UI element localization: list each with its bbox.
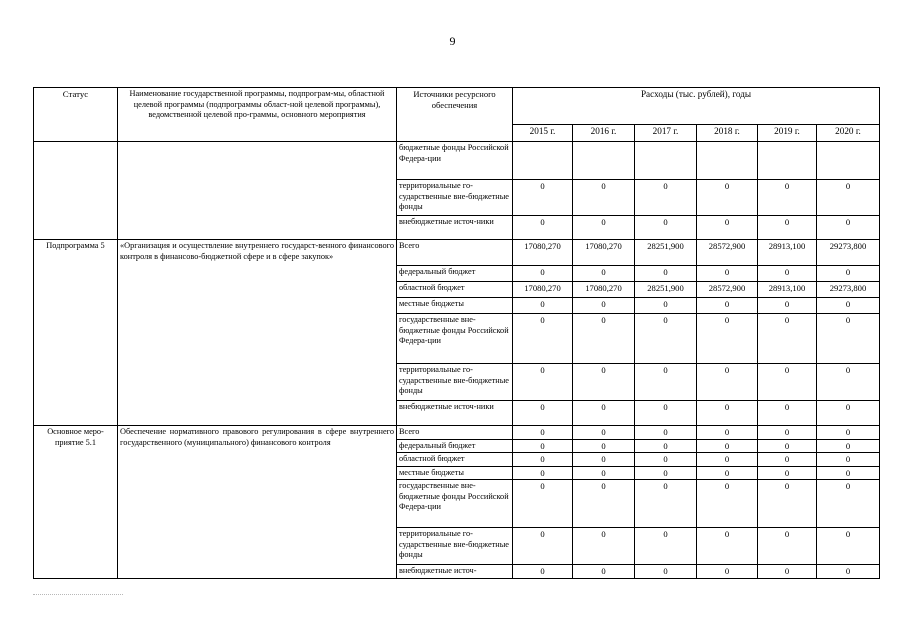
value-cell: 0 bbox=[817, 314, 880, 364]
value-cell: 0 bbox=[513, 401, 573, 426]
value-cell: 28913,100 bbox=[758, 282, 817, 298]
value-cell: 0 bbox=[513, 180, 573, 216]
value-cell: 0 bbox=[513, 298, 573, 314]
source-cell: областной бюджет bbox=[397, 453, 513, 467]
value-cell bbox=[513, 142, 573, 180]
source-cell: внебюджетные источ- bbox=[397, 565, 513, 579]
value-cell: 0 bbox=[697, 180, 758, 216]
value-cell: 29273,800 bbox=[817, 282, 880, 298]
source-cell: областной бюджет bbox=[397, 282, 513, 298]
year-header: 2016 г. bbox=[573, 125, 635, 142]
value-cell: 28913,100 bbox=[758, 240, 817, 266]
value-cell: 0 bbox=[697, 216, 758, 240]
value-cell: 0 bbox=[573, 266, 635, 282]
name-cell bbox=[118, 142, 397, 240]
value-cell: 0 bbox=[573, 453, 635, 467]
year-header: 2017 г. bbox=[635, 125, 697, 142]
source-cell: внебюджетные источ-ники bbox=[397, 216, 513, 240]
value-cell: 0 bbox=[513, 453, 573, 467]
value-cell: 28572,900 bbox=[697, 282, 758, 298]
value-cell: 0 bbox=[817, 266, 880, 282]
page-number: 9 bbox=[449, 34, 456, 48]
table-row bbox=[34, 426, 880, 440]
value-cell: 0 bbox=[513, 314, 573, 364]
value-cell: 0 bbox=[513, 528, 573, 565]
value-cell: 0 bbox=[573, 439, 635, 453]
value-cell: 0 bbox=[817, 364, 880, 401]
status-header: Статус bbox=[34, 88, 118, 142]
source-cell: Всего bbox=[397, 240, 513, 266]
value-cell: 0 bbox=[758, 364, 817, 401]
value-cell: 0 bbox=[573, 401, 635, 426]
value-cell: 0 bbox=[573, 466, 635, 480]
value-cell: 0 bbox=[573, 528, 635, 565]
value-cell: 0 bbox=[758, 480, 817, 528]
value-cell: 0 bbox=[513, 364, 573, 401]
value-cell: 0 bbox=[697, 466, 758, 480]
table-row bbox=[34, 142, 880, 180]
value-cell: 0 bbox=[758, 453, 817, 467]
value-cell: 0 bbox=[635, 180, 697, 216]
value-cell: 17080,270 bbox=[573, 240, 635, 266]
value-cell: 0 bbox=[513, 266, 573, 282]
value-cell: 0 bbox=[697, 314, 758, 364]
value-cell: 0 bbox=[758, 565, 817, 579]
value-cell: 0 bbox=[758, 401, 817, 426]
value-cell: 0 bbox=[758, 439, 817, 453]
source-cell: государственные вне-бюджетные фонды Российской Федера-ции bbox=[397, 314, 513, 364]
value-cell: 0 bbox=[817, 480, 880, 528]
value-cell: 0 bbox=[758, 266, 817, 282]
status-cell: Подпрограмма 5 bbox=[34, 240, 118, 426]
source-cell: федеральный бюджет bbox=[397, 266, 513, 282]
name-cell: «Организация и осуществление внутреннего государст-венного финансового контроля в финансово-бюджетной сфере и в сфере закупок» bbox=[118, 240, 397, 426]
source-cell: территориальные го-сударственные вне-бюджетные фонды bbox=[397, 180, 513, 216]
expenses-header: Расходы (тыс. рублей), годы bbox=[513, 88, 880, 125]
source-cell: местные бюджеты bbox=[397, 298, 513, 314]
source-cell: местные бюджеты bbox=[397, 466, 513, 480]
value-cell bbox=[758, 142, 817, 180]
value-cell: 0 bbox=[817, 180, 880, 216]
value-cell: 0 bbox=[758, 298, 817, 314]
value-cell: 0 bbox=[635, 401, 697, 426]
value-cell: 0 bbox=[635, 364, 697, 401]
value-cell: 0 bbox=[573, 480, 635, 528]
value-cell: 0 bbox=[513, 565, 573, 579]
value-cell bbox=[635, 142, 697, 180]
year-header: 2015 г. bbox=[513, 125, 573, 142]
value-cell: 0 bbox=[758, 528, 817, 565]
value-cell: 17080,270 bbox=[513, 282, 573, 298]
value-cell: 0 bbox=[635, 439, 697, 453]
value-cell: 0 bbox=[573, 364, 635, 401]
source-cell: территориальные го-сударственные вне-бюджетные фонды bbox=[397, 364, 513, 401]
value-cell: 0 bbox=[573, 314, 635, 364]
year-header: 2019 г. bbox=[758, 125, 817, 142]
value-cell: 0 bbox=[635, 314, 697, 364]
year-header: 2018 г. bbox=[697, 125, 758, 142]
value-cell: 0 bbox=[817, 453, 880, 467]
value-cell: 28251,900 bbox=[635, 240, 697, 266]
source-header: Источники ресурсного обеспечения bbox=[397, 88, 513, 142]
value-cell: 0 bbox=[513, 466, 573, 480]
name-header: Наименование государственной программы, подпрограм-мы, областной целевой программы (подпрограммы област-ной целевой программы), ведомственной целевой про-граммы, основного мероприятия bbox=[118, 88, 397, 142]
value-cell: 0 bbox=[635, 216, 697, 240]
value-cell: 0 bbox=[635, 453, 697, 467]
value-cell: 17080,270 bbox=[513, 240, 573, 266]
name-cell: Обеспечение нормативного правового регулирования в сфере внутреннего государственного (муниципального) финансового контроля bbox=[118, 426, 397, 579]
table-row bbox=[34, 240, 880, 266]
value-cell: 0 bbox=[635, 266, 697, 282]
value-cell: 0 bbox=[758, 426, 817, 440]
value-cell: 0 bbox=[513, 439, 573, 453]
value-cell: 0 bbox=[573, 180, 635, 216]
source-cell: территориальные го-сударственные вне-бюджетные фонды bbox=[397, 528, 513, 565]
value-cell: 0 bbox=[513, 480, 573, 528]
footer-divider bbox=[33, 594, 123, 595]
value-cell: 0 bbox=[697, 426, 758, 440]
value-cell: 0 bbox=[817, 439, 880, 453]
value-cell: 28572,900 bbox=[697, 240, 758, 266]
value-cell: 0 bbox=[573, 565, 635, 579]
header-row bbox=[34, 88, 880, 125]
value-cell: 0 bbox=[697, 439, 758, 453]
value-cell: 0 bbox=[817, 216, 880, 240]
value-cell: 0 bbox=[817, 466, 880, 480]
value-cell: 28251,900 bbox=[635, 282, 697, 298]
source-cell: внебюджетные источ-ники bbox=[397, 401, 513, 426]
value-cell: 0 bbox=[817, 401, 880, 426]
value-cell: 0 bbox=[513, 216, 573, 240]
year-header: 2020 г. bbox=[817, 125, 880, 142]
value-cell: 0 bbox=[697, 453, 758, 467]
value-cell: 0 bbox=[758, 216, 817, 240]
source-cell: Всего bbox=[397, 426, 513, 440]
value-cell: 0 bbox=[697, 364, 758, 401]
value-cell: 0 bbox=[635, 565, 697, 579]
value-cell: 0 bbox=[697, 266, 758, 282]
source-cell: государственные вне-бюджетные фонды Российской Федера-ции bbox=[397, 480, 513, 528]
source-cell: бюджетные фонды Российской Федера-ции bbox=[397, 142, 513, 180]
status-cell: Основное меро-приятие 5.1 bbox=[34, 426, 118, 579]
value-cell: 0 bbox=[697, 528, 758, 565]
value-cell: 0 bbox=[697, 565, 758, 579]
value-cell: 0 bbox=[573, 298, 635, 314]
value-cell: 0 bbox=[817, 298, 880, 314]
value-cell: 0 bbox=[635, 466, 697, 480]
value-cell: 0 bbox=[817, 528, 880, 565]
value-cell: 0 bbox=[513, 426, 573, 440]
value-cell: 0 bbox=[697, 298, 758, 314]
value-cell: 0 bbox=[758, 466, 817, 480]
value-cell: 17080,270 bbox=[573, 282, 635, 298]
value-cell: 0 bbox=[758, 180, 817, 216]
budget-table bbox=[33, 87, 880, 579]
source-cell: федеральный бюджет bbox=[397, 439, 513, 453]
value-cell: 0 bbox=[635, 426, 697, 440]
value-cell: 29273,800 bbox=[817, 240, 880, 266]
value-cell: 0 bbox=[817, 565, 880, 579]
value-cell: 0 bbox=[817, 426, 880, 440]
value-cell: 0 bbox=[697, 480, 758, 528]
value-cell: 0 bbox=[573, 426, 635, 440]
value-cell: 0 bbox=[635, 298, 697, 314]
value-cell bbox=[573, 142, 635, 180]
value-cell: 0 bbox=[635, 528, 697, 565]
value-cell: 0 bbox=[573, 216, 635, 240]
value-cell: 0 bbox=[635, 480, 697, 528]
value-cell: 0 bbox=[697, 401, 758, 426]
value-cell bbox=[697, 142, 758, 180]
status-cell bbox=[34, 142, 118, 240]
value-cell bbox=[817, 142, 880, 180]
value-cell: 0 bbox=[758, 314, 817, 364]
